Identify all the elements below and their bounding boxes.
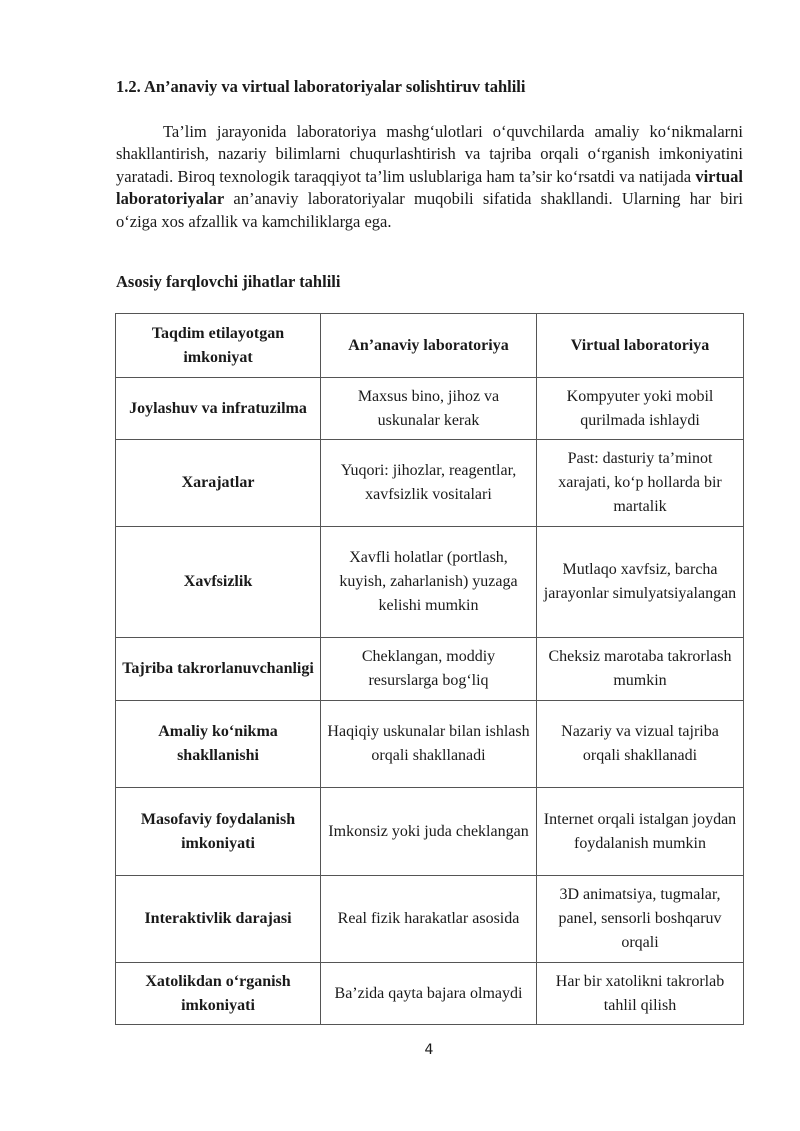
- header-criterion: Taqdim etilayotgan imkoniyat: [116, 314, 321, 378]
- row-traditional: Xavfli holatlar (portlash, kuyish, zaharlanish) yuzaga kelishi mumkin: [321, 527, 537, 638]
- table-row: [116, 527, 744, 638]
- row-virtual: Kompyuter yoki mobil qurilmada ishlaydi: [537, 378, 744, 440]
- row-traditional: Haqiqiy uskunalar bilan ishlash orqali shakllanadi: [321, 701, 537, 788]
- intro-text-after: an’anaviy laboratoriyalar muqobili sifatida shakllandi. Ularning har biri o‘ziga xos afzallik va kamchiliklarga ega.: [116, 189, 743, 231]
- table-row: [116, 876, 744, 963]
- table-row: [116, 638, 744, 701]
- row-criterion: Interaktivlik darajasi: [116, 876, 321, 963]
- section-heading: 1.2. An’anaviy va virtual laboratoriyalar solishtiruv tahlili: [116, 77, 526, 96]
- row-virtual: Nazariy va vizual tajriba orqali shakllanadi: [537, 701, 744, 788]
- table-row: [116, 788, 744, 876]
- row-virtual: Mutlaqo xavfsiz, barcha jarayonlar simulyatsiyalangan: [537, 527, 744, 638]
- row-virtual: Internet orqali istalgan joydan foydalanish mumkin: [537, 788, 744, 876]
- table-header-row: [116, 314, 744, 378]
- row-criterion: Masofaviy foydalanish imkoniyati: [116, 788, 321, 876]
- row-traditional: Imkonsiz yoki juda cheklangan: [321, 788, 537, 876]
- intro-paragraph: [116, 121, 743, 233]
- row-virtual: 3D animatsiya, tugmalar, panel, sensorli boshqaruv orqali: [537, 876, 744, 963]
- row-virtual: Cheksiz marotaba takrorlash mumkin: [537, 638, 744, 701]
- header-virtual: Virtual laboratoriya: [537, 314, 744, 378]
- row-criterion: Xarajatlar: [116, 440, 321, 527]
- row-criterion: Xatolikdan o‘rganish imkoniyati: [116, 963, 321, 1025]
- table-row: [116, 701, 744, 788]
- table-row: [116, 378, 744, 440]
- page-number: 4: [424, 1042, 434, 1058]
- row-traditional: Maxsus bino, jihoz va uskunalar kerak: [321, 378, 537, 440]
- table-subheading: Asosiy farqlovchi jihatlar tahlili: [116, 272, 341, 291]
- table-row: [116, 963, 744, 1025]
- row-traditional: Cheklangan, moddiy resurslarga bog‘liq: [321, 638, 537, 701]
- comparison-table: [115, 313, 744, 1025]
- row-traditional: Ba’zida qayta bajara olmaydi: [321, 963, 537, 1025]
- row-virtual: Past: dasturiy ta’minot xarajati, ko‘p hollarda bir martalik: [537, 440, 744, 527]
- row-criterion: Tajriba takrorlanuvchanligi: [116, 638, 321, 701]
- intro-text-before: Ta’lim jarayonida laboratoriya mashg‘ulotlari o‘quvchilarda amaliy ko‘nikmalarni shakllantirish, nazariy bilimlarni chuqurlashtirish va tajriba orqali o‘rganish imkoniyatini yaratadi. Biroq texnologik taraqqiyot ta’lim uslublariga ham ta’sir ko‘rsatdi va natijada: [116, 122, 743, 186]
- row-traditional: Real fizik harakatlar asosida: [321, 876, 537, 963]
- table-row: [116, 440, 744, 527]
- row-virtual: Har bir xatolikni takrorlab tahlil qilish: [537, 963, 744, 1025]
- row-criterion: Amaliy ko‘nikma shakllanishi: [116, 701, 321, 788]
- row-criterion: Xavfsizlik: [116, 527, 321, 638]
- intro-bold-term: virtual laboratoriyalar: [116, 166, 743, 209]
- header-traditional: An’anaviy laboratoriya: [321, 314, 537, 378]
- row-traditional: Yuqori: jihozlar, reagentlar, xavfsizlik vositalari: [321, 440, 537, 527]
- row-criterion: Joylashuv va infratuzilma: [116, 378, 321, 440]
